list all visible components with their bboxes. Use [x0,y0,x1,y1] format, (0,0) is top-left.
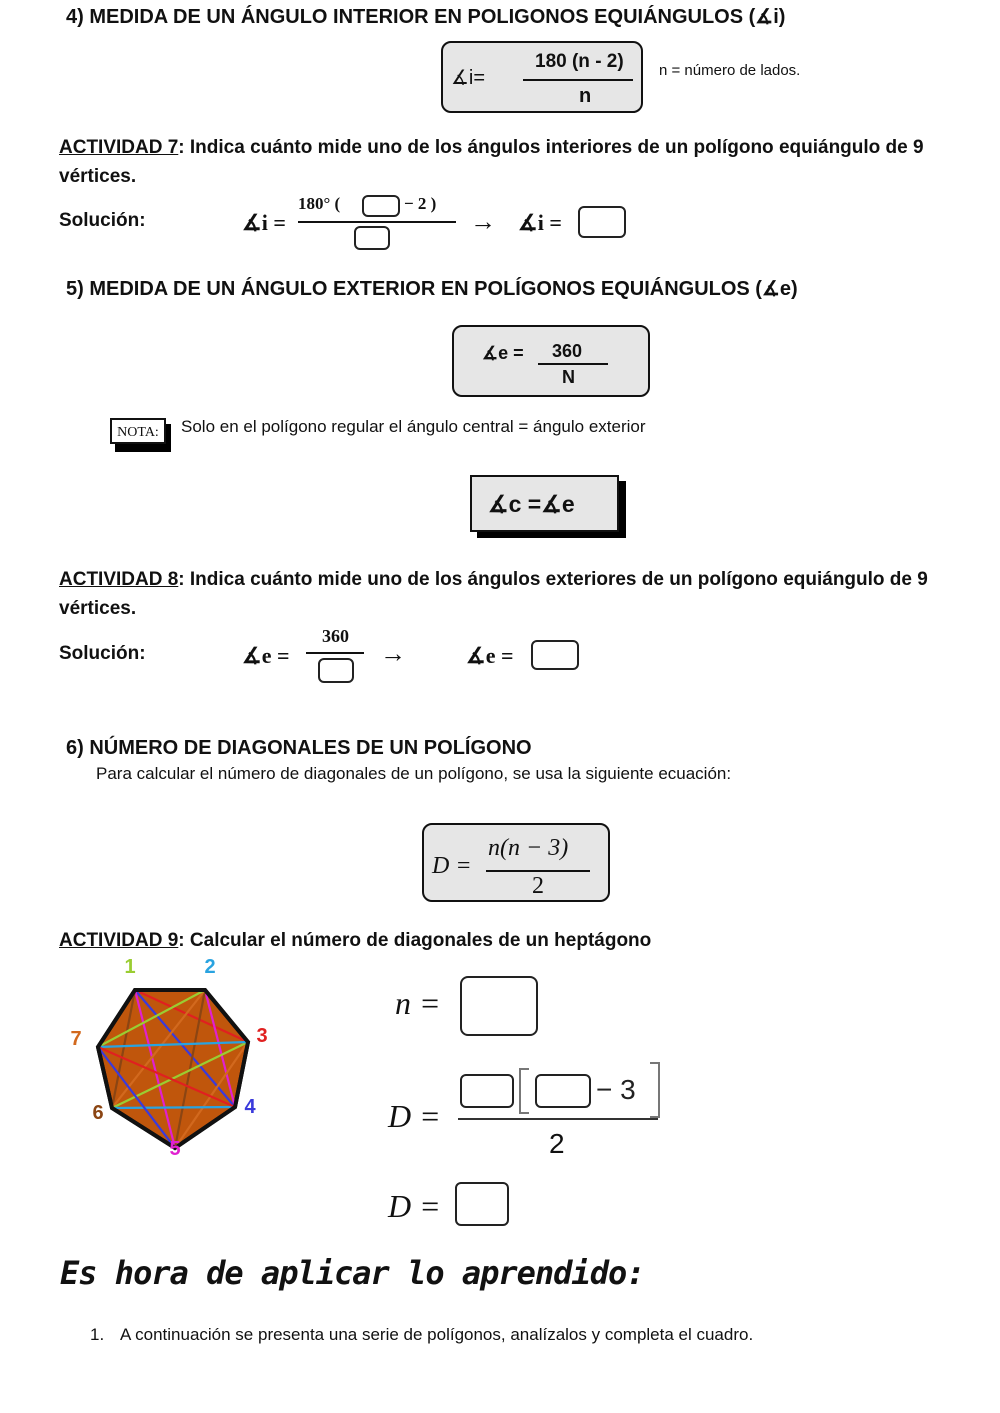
formula-lhs: ∡i= [451,67,486,89]
n-definition: n = número de lados. [659,62,801,79]
act7-num-right: − 2 ) [404,194,437,213]
activity-7-label: ACTIVIDAD 7 [59,137,179,158]
diagonal-line [112,1107,235,1108]
section-6-title: 6) NÚMERO DE DIAGONALES DE UN POLÍGONO [66,737,532,759]
act8-numerator: 360 [322,626,349,646]
vertex-label: 3 [256,1025,268,1047]
formula-lhs: D = [432,853,472,879]
d-n-input[interactable] [460,1074,514,1108]
activity-8-label: ACTIVIDAD 8 [59,569,179,590]
closing-item-number: 1. [90,1325,105,1344]
act7-lhs: ∡i = [242,210,286,235]
d-result-input[interactable] [455,1182,509,1226]
nota-text: Solo en el polígono regular el ángulo central = ángulo exterior [181,417,646,436]
solucion-label: Solución: [59,643,146,664]
formula-numerator: n(n − 3) [488,835,569,861]
activity-7-statement: ACTIVIDAD 7: Indica cuánto mide uno de los ángulos interiores de un polígono equiángulo de 9 vértices. [59,137,924,187]
formula-numerator: 180 (n - 2) [535,51,624,72]
act8-result-input[interactable] [531,640,579,670]
act8-lhs: ∡e = [242,643,290,668]
diagonals-formula-box [422,823,610,902]
act7-result-input[interactable] [578,206,626,238]
act7-den-input[interactable] [354,226,390,250]
exterior-angle-formula-box [452,325,650,397]
d-result-lhs: D = [388,1188,441,1224]
heptagon-diagram [60,955,280,1165]
interior-angle-formula-box [441,41,643,113]
act7-result-lhs: ∡i = [518,210,562,235]
d-denominator: 2 [549,1128,565,1159]
activity-9-label: ACTIVIDAD 9 [59,930,179,951]
vertex-label: 7 [70,1028,82,1050]
arrow-icon: → [380,638,406,668]
formula-denominator: n [579,85,592,107]
act8-den-input[interactable] [318,658,354,683]
formula-denominator: 2 [532,873,544,899]
left-bracket [519,1068,529,1114]
central-exterior-text: ∡c =∡e [488,491,575,517]
vertex-label: 6 [92,1102,104,1124]
activity-8-statement: ACTIVIDAD 8: Indica cuánto mide uno de los ángulos exteriores de un polígono equiángulo de 9 vértices. [59,569,928,619]
formula-numerator: 360 [552,341,583,361]
activity-9-statement: ACTIVIDAD 9: Calcular el número de diagonales de un heptágono [59,930,652,951]
section-4-title: 4) MEDIDA DE UN ÁNGULO INTERIOR EN POLIGONOS EQUIÁNGULOS (∡i) [66,6,786,28]
vertex-label: 5 [169,1138,181,1160]
d-n2-input[interactable] [535,1074,591,1108]
formula-lhs: ∡e = [482,343,524,363]
n-equation-lhs: n = [395,985,441,1021]
formula-denominator: N [562,367,575,387]
vertex-label: 1 [124,956,136,978]
right-bracket [650,1062,660,1118]
arrow-icon: → [470,206,496,236]
central-exterior-box [470,475,619,532]
vertex-label: 4 [244,1096,256,1118]
closing-title: Es hora de aplicar lo aprendido: [60,1254,645,1292]
section-5-title: 5) MEDIDA DE UN ÁNGULO EXTERIOR EN POLÍGONOS EQUIÁNGULOS (∡e) [66,278,798,300]
act7-num-left: 180° ( [298,194,341,213]
nota-tag: NOTA: [110,418,166,444]
solucion-label: Solución: [59,210,146,231]
closing-item-text: A continuación se presenta una serie de polígonos, analízalos y completa el cuadro. [120,1325,754,1344]
vertex-label: 2 [204,956,216,978]
act8-result-lhs: ∡e = [466,643,514,668]
n-input[interactable] [460,976,538,1036]
minus-three: − 3 [596,1074,636,1105]
act7-n-input[interactable] [362,195,400,217]
d-equation-lhs: D = [388,1098,441,1134]
diagonals-description: Para calcular el número de diagonales de un polígono, se usa la siguiente ecuación: [96,764,732,783]
